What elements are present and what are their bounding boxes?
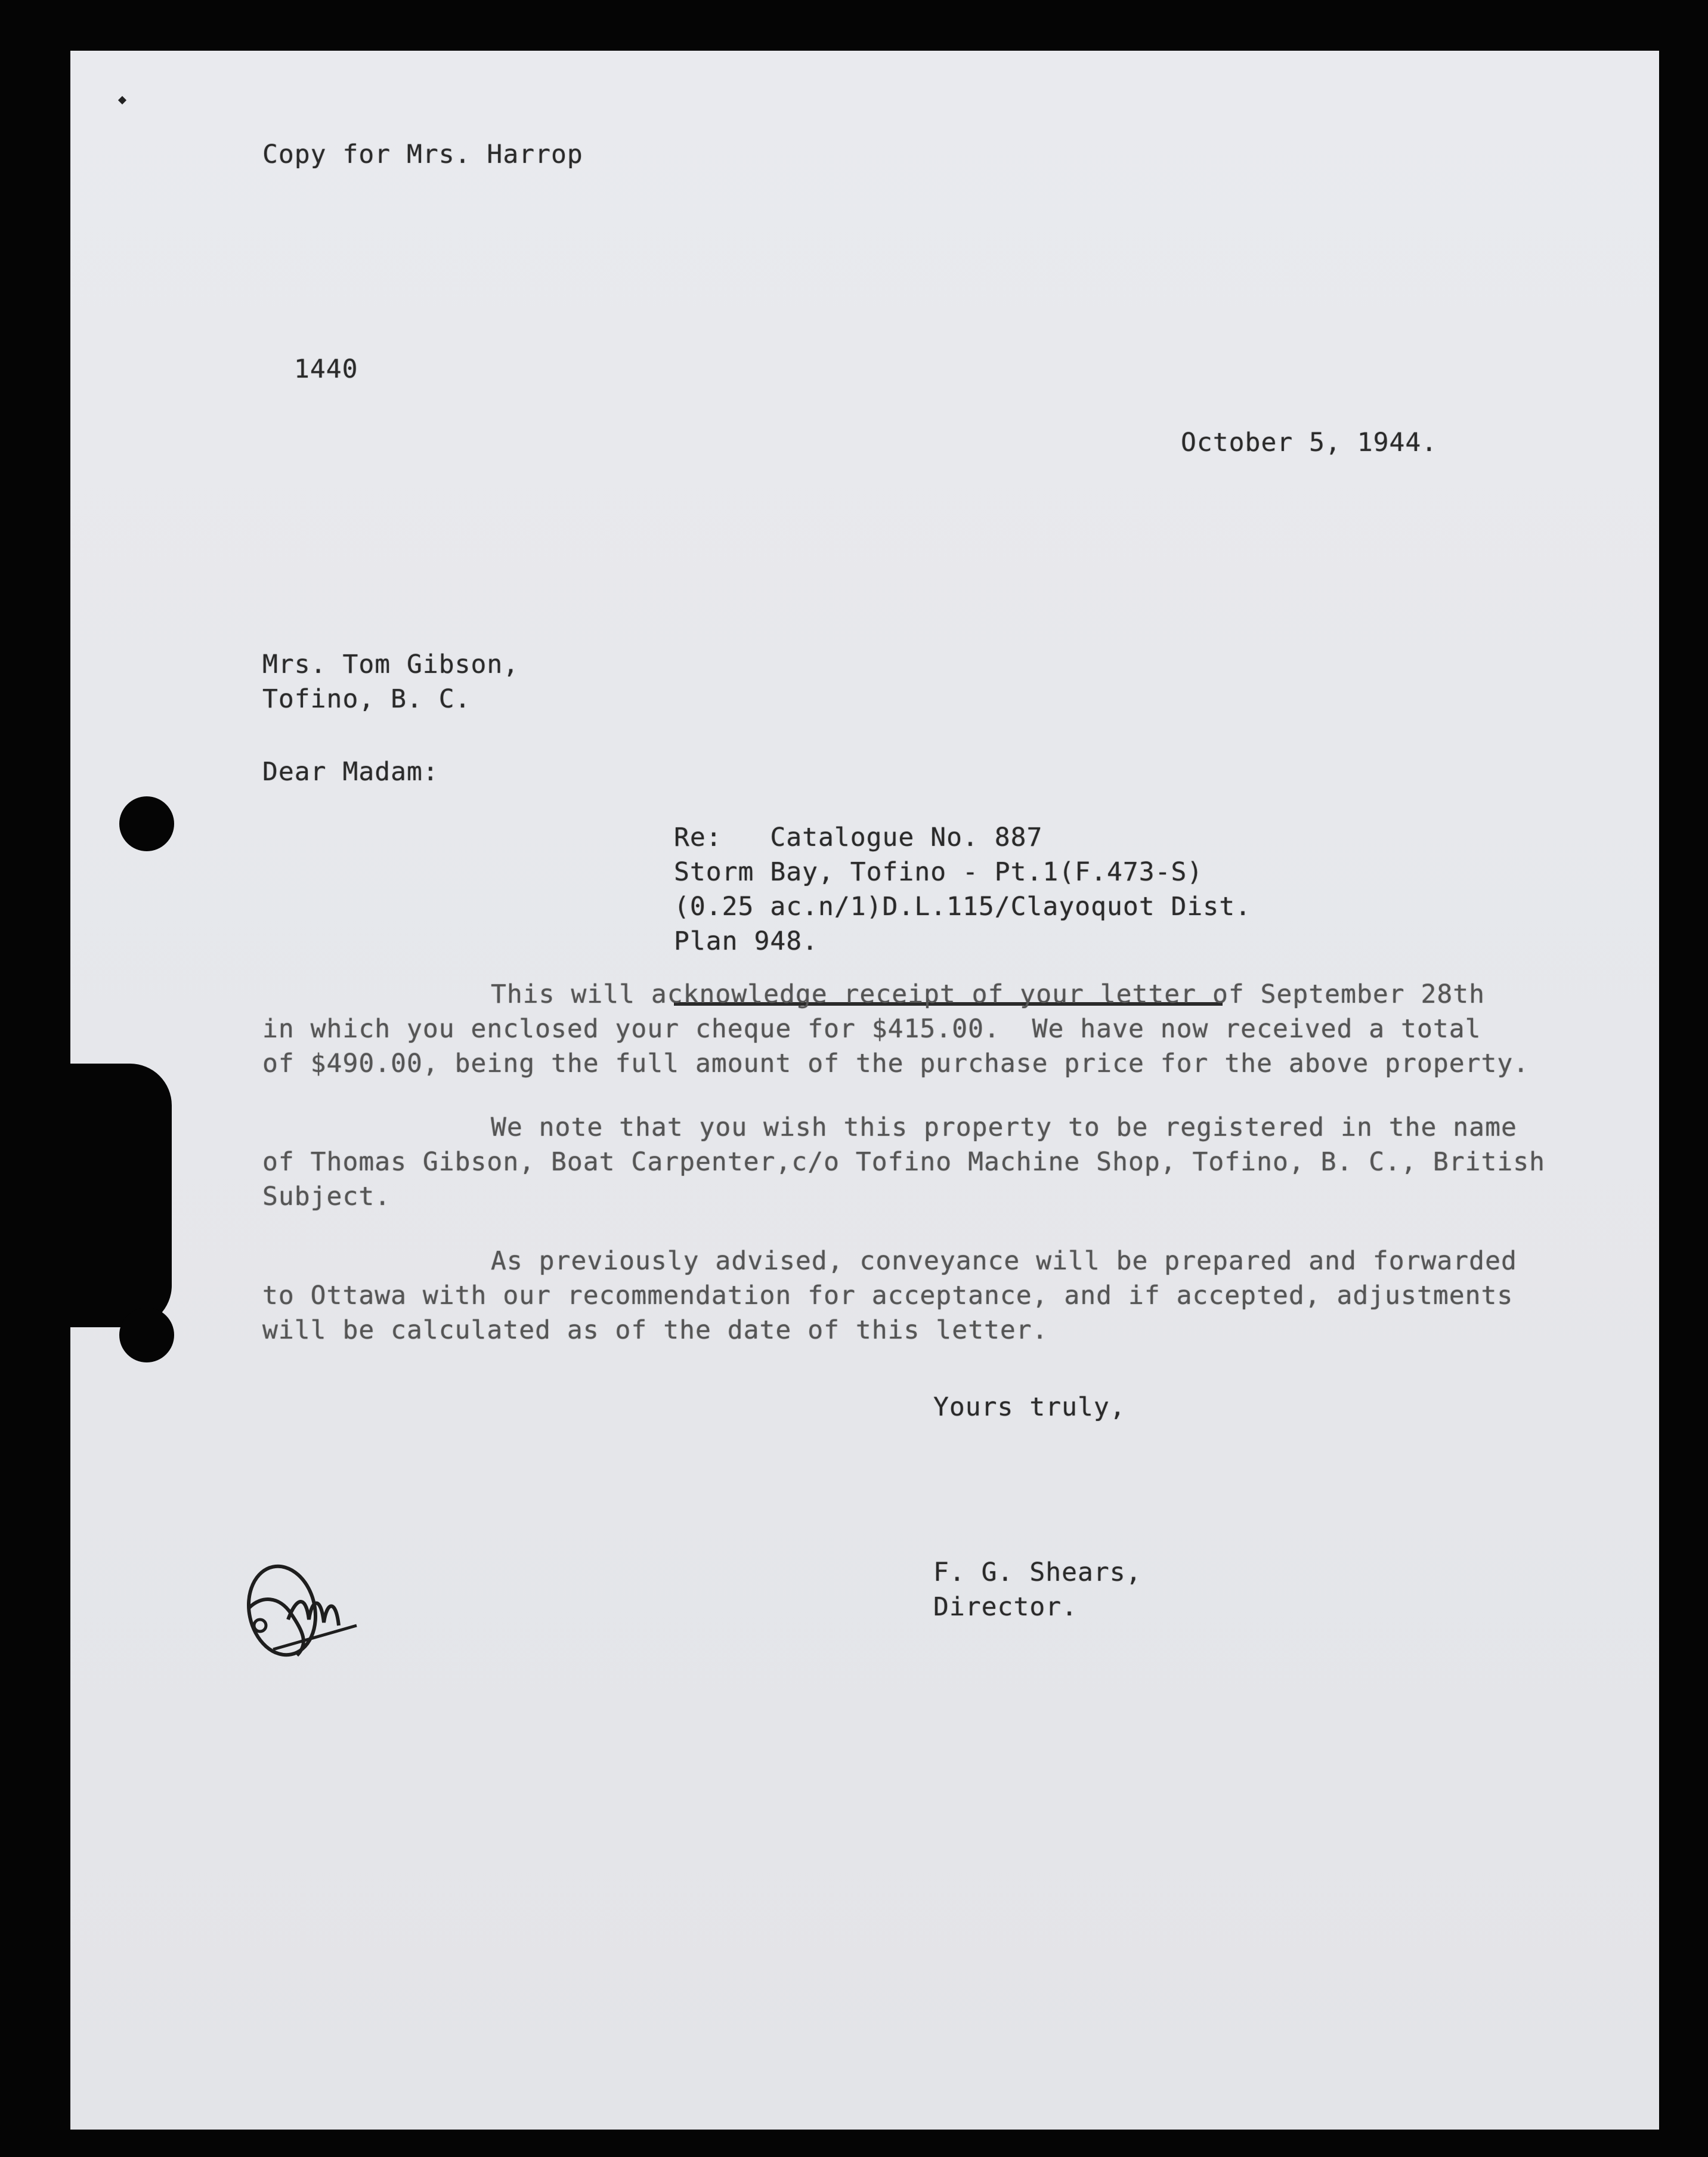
body-p2-line1: We note that you wish this property to be registered in the name	[491, 1113, 1517, 1142]
body-p1-line1: This will acknowledge receipt of your letter of September 28th	[491, 979, 1486, 1009]
page-mark	[118, 96, 126, 104]
file-number: 1440	[294, 354, 358, 384]
subject-line-3: (0.25 ac.n/1)D.L.115/Clayoquot Dist.	[674, 892, 1251, 922]
body-p3-line2: to Ottawa with our recommendation for acceptance, and if accepted, adjustments	[262, 1281, 1514, 1311]
body-p3-line1: As previously advised, conveyance will be prepared and forwarded	[491, 1246, 1517, 1276]
recipient-name: Mrs. Tom Gibson,	[262, 650, 519, 679]
punch-hole-top	[119, 796, 174, 851]
signatory-name: F. G. Shears,	[933, 1558, 1142, 1587]
letter-page	[70, 51, 1659, 2130]
punch-hole-bottom	[119, 1308, 174, 1362]
body-p1-line3: of $490.00, being the full amount of the purchase price for the above property.	[262, 1049, 1530, 1078]
closing: Yours truly,	[933, 1392, 1126, 1422]
handwritten-initials	[237, 1554, 380, 1673]
body-p1-line2: in which you enclosed your cheque for $415.00. We have now received a total	[262, 1014, 1481, 1044]
recipient-address: Tofino, B. C.	[262, 684, 471, 714]
salutation: Dear Madam:	[262, 757, 439, 787]
body-p2-line3: Subject.	[262, 1182, 391, 1212]
subject-line-4: Plan 948.	[674, 926, 818, 956]
subject-line-2: Storm Bay, Tofino - Pt.1(F.473-S)	[674, 857, 1203, 887]
binder-tab	[70, 1064, 172, 1327]
body-p3-line3: will be calculated as of the date of this letter.	[262, 1315, 1048, 1345]
copy-note: Copy for Mrs. Harrop	[262, 140, 583, 169]
subject-line-1: Re: Catalogue No. 887	[674, 823, 1043, 852]
body-p2-line2: of Thomas Gibson, Boat Carpenter,c/o Tofino Machine Shop, Tofino, B. C., British	[262, 1147, 1546, 1177]
letter-date: October 5, 1944.	[1181, 428, 1438, 458]
signatory-title: Director.	[933, 1592, 1078, 1622]
